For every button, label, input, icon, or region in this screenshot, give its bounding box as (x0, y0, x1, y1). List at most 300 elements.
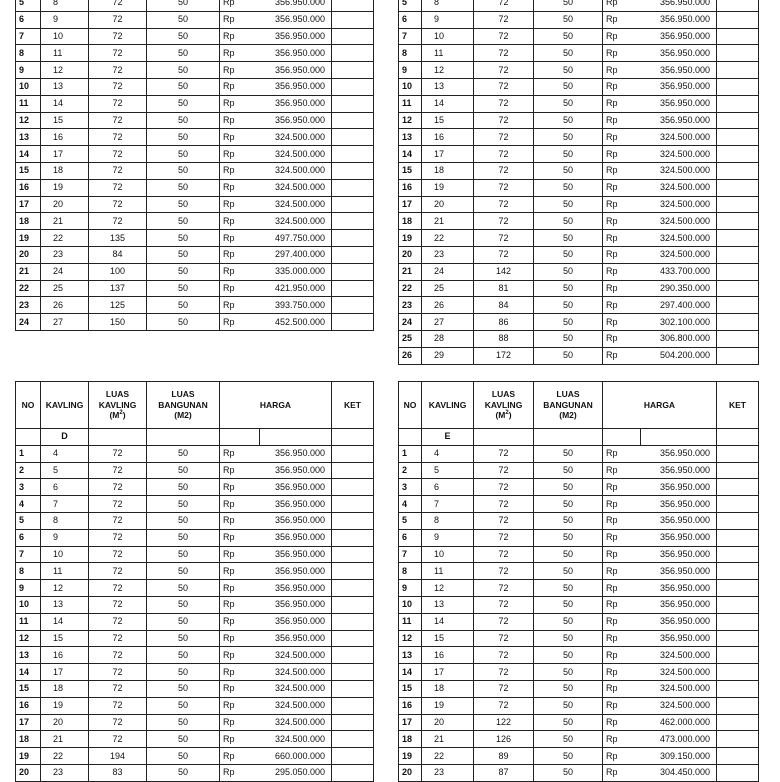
cell-harga: 356.950.000 (260, 0, 332, 11)
cell-luas-bangunan: 50 (147, 95, 220, 112)
cell-luas-kavling: 72 (89, 146, 147, 163)
cell-luas-bangunan: 50 (534, 630, 603, 647)
cell-kavling: 16 (41, 647, 89, 664)
cell-ket (717, 664, 759, 681)
cell-kavling: 16 (422, 129, 474, 146)
cell-kavling: 14 (41, 613, 89, 630)
cell-currency: Rp (603, 230, 641, 247)
cell-no: 24 (16, 314, 41, 331)
blank-cell (603, 429, 641, 446)
cell-no: 19 (399, 748, 422, 765)
cell-kavling: 18 (41, 162, 89, 179)
cell-no: 16 (16, 179, 41, 196)
cell-harga: 324.500.000 (641, 129, 717, 146)
cell-luas-bangunan: 50 (147, 78, 220, 95)
table-row (16, 146, 374, 163)
cell-luas-kavling: 72 (474, 630, 534, 647)
cell-no: 14 (399, 664, 422, 681)
cell-kavling: 28 (422, 330, 474, 347)
cell-kavling: 20 (41, 714, 89, 731)
cell-luas-kavling: 126 (474, 731, 534, 748)
cell-currency: Rp (603, 45, 641, 62)
table-row (16, 196, 374, 213)
table-row (399, 347, 759, 364)
cell-currency: Rp (220, 479, 260, 496)
cell-no: 22 (399, 280, 422, 297)
cell-ket (717, 529, 759, 546)
cell-currency: Rp (603, 196, 641, 213)
cell-ket (717, 512, 759, 529)
cell-no: 21 (399, 263, 422, 280)
cell-harga: 462.000.000 (641, 714, 717, 731)
table-row (16, 246, 374, 263)
cell-luas-kavling: 72 (474, 580, 534, 597)
cell-harga: 356.950.000 (641, 445, 717, 462)
cell-currency: Rp (220, 613, 260, 630)
cell-luas-bangunan: 50 (147, 596, 220, 613)
cell-harga: 356.950.000 (260, 630, 332, 647)
cell-kavling: 22 (422, 230, 474, 247)
cell-kavling: 22 (41, 230, 89, 247)
cell-luas-kavling: 72 (474, 78, 534, 95)
table-row (16, 479, 374, 496)
cell-harga: 324.500.000 (641, 697, 717, 714)
cell-harga: 335.000.000 (260, 263, 332, 280)
cell-luas-bangunan: 50 (534, 162, 603, 179)
cell-luas-bangunan: 50 (534, 246, 603, 263)
cell-currency: Rp (220, 95, 260, 112)
cell-kavling: 25 (41, 280, 89, 297)
cell-harga: 324.500.000 (260, 697, 332, 714)
cell-luas-bangunan: 50 (534, 45, 603, 62)
cell-harga: 324.500.000 (641, 213, 717, 230)
cell-no: 23 (16, 297, 41, 314)
header-luas-kavling-sup: 2 (119, 410, 123, 417)
table-row (16, 680, 374, 697)
cell-luas-kavling: 72 (474, 196, 534, 213)
cell-harga: 356.950.000 (641, 95, 717, 112)
cell-ket (717, 230, 759, 247)
cell-currency: Rp (603, 330, 641, 347)
table-row (399, 280, 759, 297)
cell-kavling: 8 (41, 0, 89, 11)
cell-no: 6 (399, 529, 422, 546)
cell-currency: Rp (603, 580, 641, 597)
table-header-row (16, 382, 374, 429)
cell-ket (717, 563, 759, 580)
cell-luas-bangunan: 50 (147, 580, 220, 597)
cell-harga: 356.950.000 (260, 28, 332, 45)
cell-no: 12 (399, 630, 422, 647)
cell-luas-kavling: 72 (474, 213, 534, 230)
cell-currency: Rp (220, 280, 260, 297)
table-row (16, 213, 374, 230)
cell-ket (717, 462, 759, 479)
cell-no: 10 (16, 596, 41, 613)
cell-luas-kavling: 72 (89, 11, 147, 28)
cell-harga: 356.950.000 (641, 479, 717, 496)
cell-currency: Rp (220, 196, 260, 213)
cell-harga: 473.000.000 (641, 731, 717, 748)
cell-no: 9 (16, 580, 41, 597)
cell-luas-kavling: 72 (89, 613, 147, 630)
cell-no: 9 (16, 62, 41, 79)
table-row (16, 529, 374, 546)
cell-currency: Rp (603, 479, 641, 496)
cell-luas-kavling: 72 (89, 580, 147, 597)
cell-currency: Rp (603, 496, 641, 513)
cell-currency: Rp (220, 45, 260, 62)
cell-luas-kavling: 72 (89, 95, 147, 112)
cell-harga: 356.950.000 (641, 512, 717, 529)
blank-cell (260, 429, 332, 446)
cell-luas-bangunan: 50 (147, 246, 220, 263)
cell-luas-kavling: 72 (89, 462, 147, 479)
cell-luas-kavling: 72 (89, 731, 147, 748)
cell-harga: 297.400.000 (260, 246, 332, 263)
table-row (16, 546, 374, 563)
cell-no: 10 (399, 78, 422, 95)
cell-harga: 356.950.000 (641, 546, 717, 563)
cell-currency: Rp (220, 62, 260, 79)
cell-luas-bangunan: 50 (534, 764, 603, 781)
cell-ket (332, 45, 374, 62)
cell-harga: 356.950.000 (641, 496, 717, 513)
table-row (399, 162, 759, 179)
cell-harga: 290.350.000 (641, 280, 717, 297)
block-label-row (399, 429, 759, 446)
cell-no: 19 (16, 230, 41, 247)
cell-no: 22 (16, 280, 41, 297)
cell-no: 4 (16, 496, 41, 513)
table-row (16, 263, 374, 280)
cell-luas-bangunan: 50 (147, 529, 220, 546)
cell-luas-kavling: 72 (89, 213, 147, 230)
cell-luas-kavling: 86 (474, 314, 534, 331)
cell-luas-kavling: 150 (89, 314, 147, 331)
cell-harga: 295.050.000 (260, 764, 332, 781)
table-row (16, 563, 374, 580)
cell-no: 7 (16, 28, 41, 45)
table-row (16, 162, 374, 179)
cell-luas-bangunan: 50 (147, 680, 220, 697)
cell-luas-bangunan: 50 (534, 146, 603, 163)
header-luas-kavling-unit: (M (109, 410, 120, 421)
cell-kavling: 17 (41, 146, 89, 163)
table-row (16, 95, 374, 112)
blank-cell (534, 429, 603, 446)
cell-ket (717, 28, 759, 45)
cell-kavling: 24 (41, 263, 89, 280)
cell-luas-bangunan: 50 (147, 162, 220, 179)
cell-currency: Rp (603, 95, 641, 112)
cell-ket (332, 112, 374, 129)
cell-no: 5 (16, 0, 41, 11)
table-row (16, 297, 374, 314)
cell-no: 3 (399, 479, 422, 496)
cell-luas-bangunan: 50 (534, 580, 603, 597)
cell-harga: 324.500.000 (260, 714, 332, 731)
table-row (16, 129, 374, 146)
cell-ket (717, 680, 759, 697)
cell-no: 5 (399, 0, 422, 11)
cell-kavling: 7 (422, 496, 474, 513)
cell-luas-kavling: 72 (474, 697, 534, 714)
block-label-row (16, 429, 374, 446)
table-row (16, 62, 374, 79)
cell-luas-kavling: 72 (89, 647, 147, 664)
cell-luas-kavling: 72 (474, 445, 534, 462)
cell-ket (717, 263, 759, 280)
cell-harga: 497.750.000 (260, 230, 332, 247)
cell-luas-bangunan: 50 (534, 697, 603, 714)
table-row (16, 496, 374, 513)
cell-kavling: 9 (422, 11, 474, 28)
cell-ket (717, 129, 759, 146)
cell-ket (332, 697, 374, 714)
table-row (399, 748, 759, 765)
cell-luas-kavling: 72 (474, 246, 534, 263)
cell-luas-bangunan: 50 (147, 748, 220, 765)
cell-harga: 324.500.000 (260, 647, 332, 664)
cell-luas-bangunan: 50 (147, 664, 220, 681)
cell-luas-bangunan: 50 (534, 613, 603, 630)
cell-luas-kavling: 72 (89, 512, 147, 529)
cell-kavling: 15 (41, 112, 89, 129)
cell-currency: Rp (603, 630, 641, 647)
cell-harga: 324.500.000 (641, 664, 717, 681)
cell-luas-bangunan: 50 (147, 714, 220, 731)
cell-currency: Rp (603, 613, 641, 630)
price-table-top-right (398, 0, 759, 365)
header-no: NO (399, 382, 422, 429)
cell-no: 11 (16, 613, 41, 630)
cell-ket (332, 630, 374, 647)
cell-luas-bangunan: 50 (147, 179, 220, 196)
cell-luas-kavling: 72 (89, 630, 147, 647)
cell-luas-kavling: 72 (474, 596, 534, 613)
cell-ket (717, 280, 759, 297)
header-luas-kavling (474, 382, 534, 429)
cell-luas-bangunan: 50 (534, 479, 603, 496)
cell-luas-kavling: 72 (474, 529, 534, 546)
cell-no: 13 (399, 129, 422, 146)
table-row (16, 731, 374, 748)
table-row (16, 45, 374, 62)
cell-currency: Rp (603, 179, 641, 196)
cell-luas-bangunan: 50 (534, 230, 603, 247)
block-label: E (422, 429, 474, 446)
cell-luas-kavling: 72 (89, 596, 147, 613)
table-row (16, 179, 374, 196)
cell-kavling: 4 (422, 445, 474, 462)
cell-no: 9 (399, 580, 422, 597)
cell-currency: Rp (603, 112, 641, 129)
cell-kavling: 20 (422, 714, 474, 731)
cell-currency: Rp (220, 78, 260, 95)
cell-ket (717, 714, 759, 731)
cell-harga: 356.950.000 (260, 45, 332, 62)
cell-kavling: 13 (41, 596, 89, 613)
header-luas-kavling-label: LUAS KAVLING (98, 389, 137, 410)
cell-luas-bangunan: 50 (147, 445, 220, 462)
cell-harga: 356.950.000 (260, 596, 332, 613)
cell-kavling: 5 (41, 462, 89, 479)
cell-luas-kavling: 72 (89, 496, 147, 513)
cell-luas-kavling: 72 (89, 479, 147, 496)
table-row (399, 512, 759, 529)
table-row (16, 78, 374, 95)
cell-luas-kavling: 88 (474, 330, 534, 347)
cell-ket (717, 546, 759, 563)
cell-no: 24 (399, 314, 422, 331)
cell-no: 2 (399, 462, 422, 479)
table-row (399, 112, 759, 129)
table-row (16, 613, 374, 630)
cell-luas-kavling: 137 (89, 280, 147, 297)
cell-kavling: 18 (422, 162, 474, 179)
cell-no: 14 (16, 146, 41, 163)
cell-ket (717, 613, 759, 630)
header-kavling: KAVLING (422, 382, 474, 429)
cell-kavling: 14 (422, 613, 474, 630)
cell-currency: Rp (220, 512, 260, 529)
cell-ket (332, 95, 374, 112)
cell-currency: Rp (603, 748, 641, 765)
cell-harga: 393.750.000 (260, 297, 332, 314)
cell-harga: 356.950.000 (260, 445, 332, 462)
cell-kavling: 26 (422, 297, 474, 314)
cell-kavling: 13 (422, 78, 474, 95)
cell-no: 15 (16, 162, 41, 179)
cell-luas-kavling: 72 (474, 11, 534, 28)
cell-currency: Rp (603, 146, 641, 163)
cell-luas-bangunan: 50 (147, 263, 220, 280)
cell-kavling: 9 (422, 529, 474, 546)
cell-no: 20 (399, 246, 422, 263)
cell-no: 17 (16, 714, 41, 731)
cell-harga: 324.500.000 (260, 664, 332, 681)
cell-kavling: 22 (41, 748, 89, 765)
cell-kavling: 10 (41, 28, 89, 45)
cell-harga: 421.950.000 (260, 280, 332, 297)
cell-harga: 356.950.000 (260, 563, 332, 580)
cell-luas-bangunan: 50 (534, 445, 603, 462)
cell-luas-bangunan: 50 (534, 95, 603, 112)
cell-luas-bangunan: 50 (534, 11, 603, 28)
cell-kavling: 23 (422, 246, 474, 263)
cell-currency: Rp (220, 0, 260, 11)
cell-luas-bangunan: 50 (534, 330, 603, 347)
table-row (399, 714, 759, 731)
table-row (16, 512, 374, 529)
cell-harga: 324.500.000 (260, 213, 332, 230)
cell-harga: 356.950.000 (260, 529, 332, 546)
cell-luas-bangunan: 50 (534, 512, 603, 529)
cell-luas-bangunan: 50 (147, 230, 220, 247)
cell-luas-kavling: 72 (474, 647, 534, 664)
cell-ket (332, 297, 374, 314)
cell-currency: Rp (220, 445, 260, 462)
cell-harga: 356.950.000 (260, 580, 332, 597)
cell-ket (332, 680, 374, 697)
cell-luas-kavling: 122 (474, 714, 534, 731)
cell-ket (717, 162, 759, 179)
table-row (399, 630, 759, 647)
cell-no: 18 (16, 213, 41, 230)
cell-kavling: 10 (422, 28, 474, 45)
cell-no: 12 (16, 630, 41, 647)
cell-luas-bangunan: 50 (534, 314, 603, 331)
cell-kavling: 14 (41, 95, 89, 112)
cell-no: 17 (399, 714, 422, 731)
cell-kavling: 23 (422, 764, 474, 781)
cell-harga: 356.950.000 (641, 11, 717, 28)
cell-luas-bangunan: 50 (147, 297, 220, 314)
cell-no: 11 (399, 613, 422, 630)
cell-currency: Rp (603, 764, 641, 781)
cell-no: 20 (16, 246, 41, 263)
cell-currency: Rp (603, 697, 641, 714)
cell-ket (332, 580, 374, 597)
cell-harga: 304.450.000 (641, 764, 717, 781)
cell-currency: Rp (603, 62, 641, 79)
cell-ket (332, 714, 374, 731)
cell-no: 6 (16, 529, 41, 546)
header-ket: KET (332, 382, 374, 429)
cell-no: 11 (16, 95, 41, 112)
cell-no: 2 (16, 462, 41, 479)
cell-currency: Rp (603, 546, 641, 563)
cell-luas-bangunan: 50 (147, 129, 220, 146)
cell-harga: 356.950.000 (641, 462, 717, 479)
cell-kavling: 9 (41, 529, 89, 546)
cell-luas-kavling: 72 (89, 62, 147, 79)
cell-kavling: 12 (41, 580, 89, 597)
header-harga: HARGA (603, 382, 717, 429)
cell-luas-kavling: 72 (89, 179, 147, 196)
cell-no: 18 (16, 731, 41, 748)
cell-harga: 324.500.000 (260, 146, 332, 163)
cell-currency: Rp (220, 263, 260, 280)
table-body (16, 429, 374, 782)
cell-kavling: 19 (422, 179, 474, 196)
cell-no: 17 (16, 196, 41, 213)
table-row (399, 263, 759, 280)
cell-luas-bangunan: 50 (147, 512, 220, 529)
cell-currency: Rp (603, 596, 641, 613)
cell-no: 10 (16, 78, 41, 95)
cell-luas-bangunan: 50 (534, 563, 603, 580)
cell-currency: Rp (603, 297, 641, 314)
table-row (399, 146, 759, 163)
cell-harga: 297.400.000 (641, 297, 717, 314)
cell-luas-bangunan: 50 (147, 213, 220, 230)
cell-ket (717, 62, 759, 79)
cell-kavling: 15 (41, 630, 89, 647)
table-row (16, 580, 374, 597)
cell-luas-kavling: 72 (89, 0, 147, 11)
cell-currency: Rp (220, 314, 260, 331)
cell-harga: 324.500.000 (260, 162, 332, 179)
cell-no: 1 (16, 445, 41, 462)
cell-luas-kavling: 72 (474, 613, 534, 630)
cell-ket (332, 664, 374, 681)
cell-no: 6 (399, 11, 422, 28)
cell-ket (332, 196, 374, 213)
cell-ket (332, 546, 374, 563)
cell-currency: Rp (603, 664, 641, 681)
